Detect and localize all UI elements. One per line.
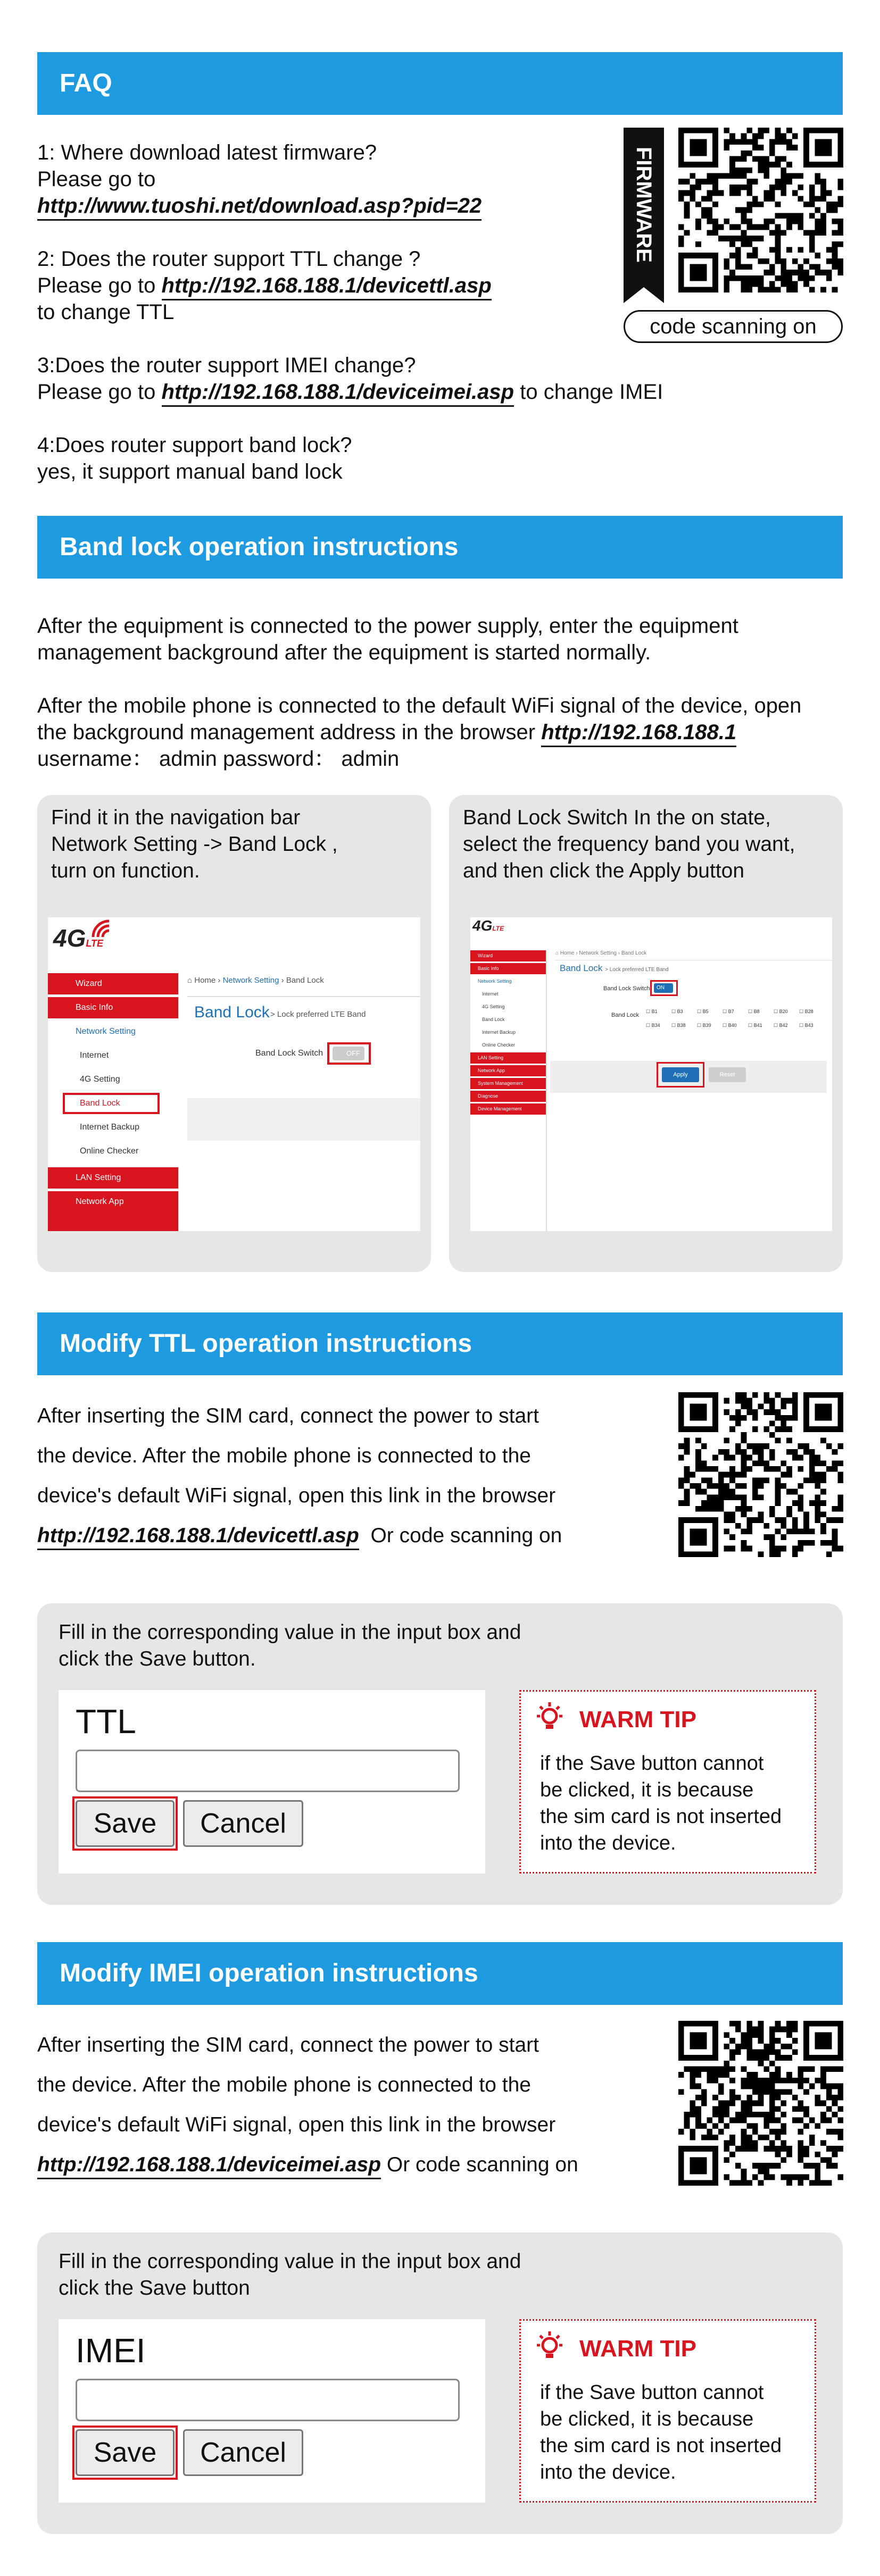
ttl-link[interactable]: http://192.168.188.1/devicettl.asp xyxy=(162,274,492,300)
band-checkbox[interactable]: ☐ B5 xyxy=(697,1009,709,1014)
imei-save-highlight xyxy=(72,2426,178,2480)
page-title-small: Band Lock > Lock preferred LTE Band xyxy=(560,963,669,973)
faq-title: FAQ xyxy=(60,69,112,97)
menu-wizard[interactable]: Wizard xyxy=(48,973,178,994)
imei-scan-note: Or code scanning on xyxy=(386,2153,578,2176)
ttl-tip-title: WARM TIP xyxy=(579,1707,696,1733)
sidebar-small-item[interactable]: 4G Setting xyxy=(470,1001,546,1013)
faq-q2-prefix: Please go to xyxy=(37,274,156,297)
ttl-save-button[interactable]: Save xyxy=(76,1800,175,1847)
faq-q1: 1: Where download latest firmware? xyxy=(37,141,377,164)
qr-code-icon[interactable] xyxy=(678,128,843,292)
menu-basic-info[interactable]: Basic Info xyxy=(48,997,178,1018)
ttl-input[interactable] xyxy=(76,1750,460,1792)
imei-tip-line3: the sim card is not inserted xyxy=(540,2435,782,2457)
imei-field-label: IMEI xyxy=(76,2331,146,2370)
band-lock-switch-on[interactable]: ON xyxy=(654,983,673,993)
faq-q1-line2: Please go to xyxy=(37,168,156,191)
band-checkbox[interactable]: ☐ B40 xyxy=(723,1023,737,1028)
imei-input[interactable] xyxy=(76,2379,460,2421)
firmware-link[interactable]: http://www.tuoshi.net/download.asp?pid=22 xyxy=(37,194,481,221)
band-checkbox[interactable]: ☐ B1 xyxy=(646,1009,658,1014)
breadcrumb-small: ⌂ Home › Network Setting › Band Lock xyxy=(555,950,647,956)
page-subtitle: > Lock preferred LTE Band xyxy=(270,1010,366,1019)
firmware-label: FIRMWARE xyxy=(632,147,655,263)
band-checkbox[interactable]: ☐ B39 xyxy=(697,1023,711,1028)
imei-panel xyxy=(37,2232,843,2534)
signal-icon xyxy=(90,918,117,940)
ttl-line2: the device. After the mobile phone is connected to the xyxy=(37,1444,531,1467)
band-lock-highlight xyxy=(63,1093,160,1114)
ttl-line1: After inserting the SIM card, connect the power to start xyxy=(37,1404,539,1427)
band-p1-line2: management background after the equipment is started normally. xyxy=(37,641,651,664)
imei-line2: the device. After the mobile phone is connected to the xyxy=(37,2073,531,2096)
ttl-panel-line1: Fill in the corresponding value in the input box and xyxy=(59,1621,521,1644)
admin-link[interactable]: http://192.168.188.1 xyxy=(541,721,736,747)
reset-button[interactable]: Reset xyxy=(709,1067,746,1082)
switch-label: Band Lock Switch xyxy=(255,1049,323,1058)
page-title: Band Lock xyxy=(194,1003,270,1021)
apply-highlight xyxy=(657,1062,704,1088)
band-checkbox[interactable]: ☐ B38 xyxy=(671,1023,686,1028)
band-lock-screenshot xyxy=(48,917,420,1231)
left-panel-line3: turn on function. xyxy=(51,859,200,882)
sidebar-small xyxy=(470,950,547,1231)
band-p1-line1: After the equipment is connected to the power supply, enter the equipment xyxy=(37,614,738,638)
imei-panel-line1: Fill in the corresponding value in the input box and xyxy=(59,2250,521,2273)
imei-warm-tip xyxy=(519,2319,816,2503)
imei-tip-title: WARM TIP xyxy=(579,2336,696,2362)
band-checkbox[interactable]: ☐ B8 xyxy=(748,1009,760,1014)
faq-q3-suffix: to change IMEI xyxy=(520,380,663,404)
switch-on-highlight xyxy=(650,980,678,996)
sidebar-small-item[interactable]: System Management xyxy=(470,1078,546,1089)
submenu-internet[interactable]: Internet xyxy=(48,1045,178,1066)
band-checkbox[interactable]: ☐ B43 xyxy=(799,1023,813,1028)
code-scanning-label: code scanning on xyxy=(624,310,843,343)
imei-header xyxy=(37,1942,843,2005)
sidebar-small-item[interactable]: Diagnose xyxy=(470,1091,546,1102)
ttl-tip-line4: into the device. xyxy=(540,1832,676,1854)
ttl-line3: device's default WiFi signal, open this link in the browser xyxy=(37,1484,556,1507)
menu-lan-setting[interactable]: LAN Setting xyxy=(48,1167,178,1189)
submenu-internet-backup[interactable]: Internet Backup xyxy=(48,1117,178,1138)
sidebar-small-item[interactable]: Internet xyxy=(470,989,546,1000)
imei-tip-line4: into the device. xyxy=(540,2461,676,2483)
right-panel-line2: select the frequency band you want, xyxy=(463,833,795,856)
menu-network-setting[interactable]: Network Setting xyxy=(48,1021,178,1042)
sidebar-small-item[interactable]: Band Lock xyxy=(470,1014,546,1025)
imei-cancel-button[interactable]: Cancel xyxy=(183,2429,303,2476)
ttl-qr-code-icon[interactable] xyxy=(678,1392,843,1557)
left-panel-line2: Network Setting -> Band Lock , xyxy=(51,833,338,856)
ttl-tip-line2: be clicked, it is because xyxy=(540,1779,754,1801)
sidebar-small-item[interactable]: LAN Setting xyxy=(470,1052,546,1064)
submenu-online-checker[interactable]: Online Checker xyxy=(48,1141,178,1162)
band-checkbox[interactable]: ☐ B7 xyxy=(723,1009,734,1014)
submenu-band-lock[interactable]: Band Lock xyxy=(48,1093,178,1114)
band-checkbox[interactable]: ☐ B3 xyxy=(671,1009,683,1014)
menu-network-app[interactable]: Network App xyxy=(48,1191,178,1212)
band-checkbox[interactable]: ☐ B42 xyxy=(774,1023,788,1028)
imei-link[interactable]: http://192.168.188.1/deviceimei.asp xyxy=(162,380,514,407)
ttl-cancel-button[interactable]: Cancel xyxy=(183,1800,303,1847)
band-checkbox-grid xyxy=(646,1009,827,1041)
sidebar-small-item[interactable]: Internet Backup xyxy=(470,1027,546,1038)
band-p2-line2: the background management address in the browser xyxy=(37,721,536,744)
sidebar-small-item[interactable]: Basic Info xyxy=(470,963,546,974)
firmware-ribbon xyxy=(624,128,664,303)
band-checkbox[interactable]: ☐ B28 xyxy=(799,1009,813,1014)
ttl-field-label: TTL xyxy=(76,1702,136,1741)
ttl-tip-line1: if the Save button cannot xyxy=(540,1752,764,1775)
faq-q2-suffix: to change TTL xyxy=(37,300,175,324)
ttl-scan-note: Or code scanning on xyxy=(370,1524,562,1547)
imei-line1: After inserting the SIM card, connect the power to start xyxy=(37,2034,539,2056)
band-checkbox[interactable]: ☐ B34 xyxy=(646,1023,660,1028)
switch-highlight xyxy=(327,1042,371,1065)
faq-q2: 2: Does the router support TTL change ? xyxy=(37,247,421,271)
ttl-title: Modify TTL operation instructions xyxy=(60,1329,472,1358)
imei-qr-code-icon[interactable] xyxy=(678,2021,843,2186)
imei-tip-line2: be clicked, it is because xyxy=(540,2408,754,2430)
ttl-tip-line3: the sim card is not inserted xyxy=(540,1805,782,1828)
breadcrumb: ⌂ Home › Network Setting › Band Lock xyxy=(187,976,324,985)
sidebar-small-item[interactable]: Wizard xyxy=(470,950,546,961)
logo-small: 4GLTE xyxy=(472,917,504,934)
band-select-screenshot xyxy=(470,917,832,1231)
apply-button[interactable]: Apply xyxy=(662,1067,699,1082)
imei-form xyxy=(59,2319,485,2503)
bands-label: Band Lock xyxy=(611,1012,639,1018)
faq-q3: 3:Does the router support IMEI change? xyxy=(37,354,416,377)
sidebar-small-item[interactable]: Device Management xyxy=(470,1103,546,1115)
ttl-panel xyxy=(37,1603,843,1905)
logo: 4GLTE xyxy=(53,924,104,952)
left-panel-line1: Find it in the navigation bar xyxy=(51,806,301,829)
ttl-panel-line2: click the Save button. xyxy=(59,1647,256,1670)
band-right-panel xyxy=(449,795,843,1272)
lightbulb-icon xyxy=(533,1700,567,1734)
band-p2-line1: After the mobile phone is connected to the default WiFi signal of the device, open xyxy=(37,694,802,717)
band-checkbox[interactable]: ☐ B41 xyxy=(748,1023,762,1028)
imei-title: Modify IMEI operation instructions xyxy=(60,1959,478,1987)
faq-q3-prefix: Please go to xyxy=(37,380,156,404)
ttl-save-highlight xyxy=(72,1796,178,1851)
ttl-form xyxy=(59,1690,485,1874)
imei-tip-line1: if the Save button cannot xyxy=(540,2381,764,2404)
submenu-4g-setting[interactable]: 4G Setting xyxy=(48,1069,178,1090)
imei-page-link[interactable]: http://192.168.188.1/deviceimei.asp xyxy=(37,2153,381,2179)
band-credentials: username： admin password： admin xyxy=(37,747,400,771)
right-panel-line3: and then click the Apply button xyxy=(463,859,745,882)
band-lock-header xyxy=(37,516,843,579)
faq-q4: 4:Does router support band lock? xyxy=(37,433,352,457)
band-lock-title: Band lock operation instructions xyxy=(60,533,459,561)
faq-q4-answer: yes, it support manual band lock xyxy=(37,460,343,483)
band-lock-switch[interactable]: OFF xyxy=(333,1047,364,1060)
faq-header xyxy=(37,52,843,115)
sidebar-small-item[interactable]: Network Setting xyxy=(470,976,546,987)
imei-line3: device's default WiFi signal, open this link in the browser xyxy=(37,2113,556,2136)
sidebar-small-item[interactable]: Online Checker xyxy=(470,1040,546,1051)
imei-panel-line2: click the Save button xyxy=(59,2277,250,2299)
sidebar-small-item[interactable]: Network App xyxy=(470,1065,546,1076)
lightbulb-icon xyxy=(533,2329,567,2363)
switch-label-small: Band Lock Switch xyxy=(603,985,650,992)
band-left-panel xyxy=(37,795,431,1272)
band-checkbox[interactable]: ☐ B20 xyxy=(774,1009,788,1014)
ttl-warm-tip xyxy=(519,1690,816,1874)
ttl-header xyxy=(37,1312,843,1375)
right-panel-line1: Band Lock Switch In the on state, xyxy=(463,806,771,829)
imei-save-button[interactable]: Save xyxy=(76,2429,175,2476)
ttl-page-link[interactable]: http://192.168.188.1/devicettl.asp xyxy=(37,1524,359,1550)
